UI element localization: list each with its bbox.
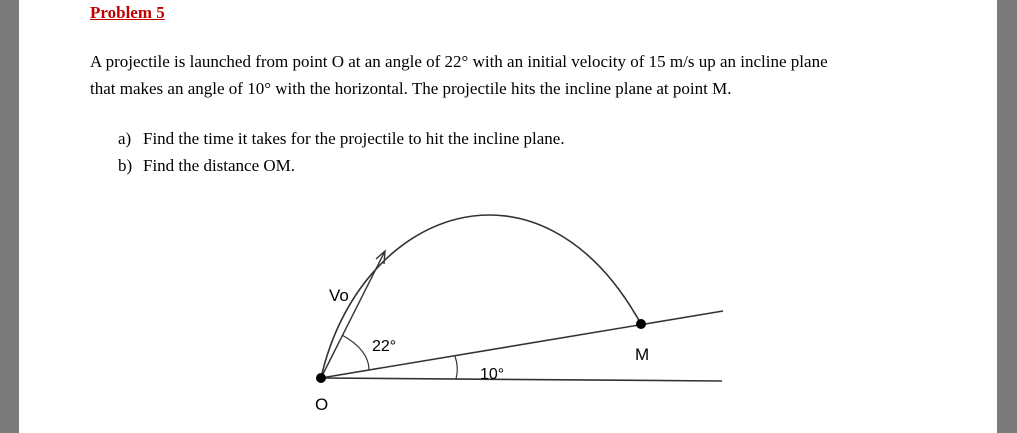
launch-angle-arc <box>342 335 369 370</box>
question-b-text: Find the distance OM. <box>143 156 296 175</box>
origin-label: O <box>315 395 329 414</box>
incline-angle-arc <box>455 356 457 379</box>
velocity-label: Vo <box>329 286 349 305</box>
problem-statement-line-2: that makes an angle of 10° with the horizontal. The projectile hits the incline plane at point M. <box>90 79 732 98</box>
question-a-label: a) <box>118 129 132 148</box>
horizontal-line <box>321 378 722 381</box>
impact-label: M <box>635 345 650 364</box>
incline-angle-label: 10° <box>480 366 505 383</box>
launch-angle-label: 22° <box>372 338 397 355</box>
impact-point <box>636 319 646 329</box>
problem-statement-line-1: A projectile is launched from point O at an angle of 22° with an initial velocity of 15 m/s up an incline plane <box>90 52 828 71</box>
problem-title: Problem 5 <box>90 3 165 22</box>
question-b-label: b) <box>118 156 133 175</box>
projectile-trajectory <box>321 215 641 378</box>
question-a-text: Find the time it takes for the projectile to hit the incline plane. <box>143 129 565 148</box>
origin-point <box>316 373 326 383</box>
projectile-diagram <box>19 0 997 433</box>
document-page <box>19 0 997 433</box>
